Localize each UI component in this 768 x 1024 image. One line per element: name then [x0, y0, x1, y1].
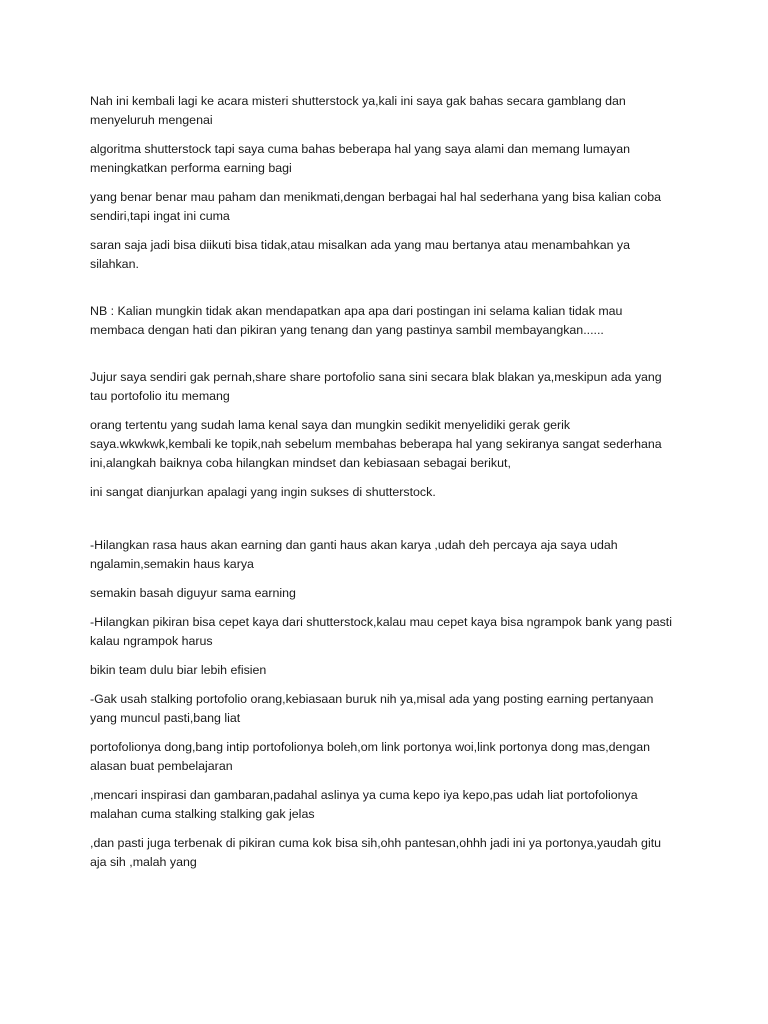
- list-item-3-cont-2: ,mencari inspirasi dan gambaran,padahal aslinya ya cuma kepo iya kepo,pas udah liat portofolionya malahan cuma stalking stalking gak jelas: [90, 788, 638, 821]
- list-item-1-cont: semakin basah diguyur sama earning: [90, 586, 296, 600]
- list-item-3-cont: portofolionya dong,bang intip portofolionya boleh,om link portonya woi,link portonya dong mas,dengan alasan buat pembelajaran: [90, 740, 651, 773]
- list-item-2: -Hilangkan pikiran bisa cepet kaya dari shutterstock,kalau mau cepet kaya bisa ngrampok bank yang pasti kalau ngrampok harus: [90, 615, 672, 648]
- paragraph-3: yang benar benar mau paham dan menikmati,dengan berbagai hal hal sederhana yang bisa kalian coba sendiri,tapi ingat ini cuma: [90, 190, 662, 223]
- list-item-3-cont-3: ,dan pasti juga terbenak di pikiran cuma kok bisa sih,ohh pantesan,ohhh jadi ini ya portonya,yaudah gitu aja sih ,malah yang: [90, 836, 662, 869]
- paragraph-8: ini sangat dianjurkan apalagi yang ingin sukses di shutterstock.: [90, 485, 436, 499]
- paragraph-4: saran saja jadi bisa diikuti bisa tidak,atau misalkan ada yang mau bertanya atau menambahkan ya silahkan.: [90, 238, 631, 271]
- paragraph-2: algoritma shutterstock tapi saya cuma bahas beberapa hal yang saya alami dan memang lumayan meningkatkan performa earning bagi: [90, 142, 630, 175]
- list-item-2-cont: bikin team dulu biar lebih efisien: [90, 663, 267, 677]
- paragraph-6: Jujur saya sendiri gak pernah,share share portofolio sana sini secara blak blakan ya,meskipun ada yang tau portofolio itu memang: [90, 370, 662, 403]
- paragraph-7: orang tertentu yang sudah lama kenal saya dan mungkin sedikit menyelidiki gerak gerik saya.wkwkwk,kembali ke topik,nah sebelum membahas beberapa hal yang sekiranya sangat sederhana ini,alangkah baiknya coba hilangkan mindset dan kebiasaan sebagai berikut,: [90, 418, 662, 470]
- paragraph-1: Nah ini kembali lagi ke acara misteri shutterstock ya,kali ini saya gak bahas secara gamblang dan menyeluruh mengenai: [90, 94, 626, 127]
- document-body: [90, 92, 680, 882]
- nb-paragraph: NB : Kalian mungkin tidak akan mendapatkan apa apa dari postingan ini selama kalian tidak mau membaca dengan hati dan pikiran yang tenang dan yang pastinya sambil membayangkan......: [90, 304, 623, 337]
- list-item-1: -Hilangkan rasa haus akan earning dan ganti haus akan karya ,udah deh percaya aja saya udah ngalamin,semakin haus karya: [90, 538, 618, 571]
- list-item-3: -Gak usah stalking portofolio orang,kebiasaan buruk nih ya,misal ada yang posting earning pertanyaan yang muncul pasti,bang liat: [90, 692, 654, 725]
